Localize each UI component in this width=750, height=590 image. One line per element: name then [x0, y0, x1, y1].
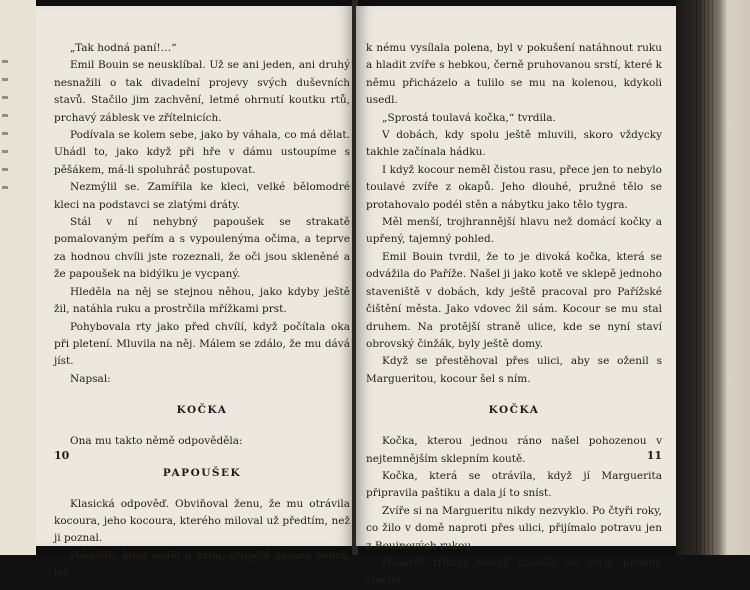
underlying-page-text-fragments — [2, 60, 8, 190]
paragraph: Když se přestěhoval přes ulici, aby se oženil s Margueritou, kocour šel s ním. — [366, 355, 662, 385]
paragraph: „Tak hodná paní!…“ — [70, 42, 177, 54]
section-heading: KOČKA — [176, 404, 228, 417]
paragraph: Měl menší, trojhrannější hlavu než domácí kočky a upřený, tajemný pohled. — [366, 216, 662, 246]
section-heading: PAPOUŠEK — [162, 466, 242, 479]
right-page — [356, 6, 676, 587]
paragraph: Kočka, kterou jednou ráno našel pohozenou v nejtemnějším sklepním koutě. — [366, 435, 662, 465]
paragraph: Zvíře si na Margueritu nikdy nezvyklo. Po čtyři roky, co žilo v domě naproti přes ulici, přijímalo potravu jen z Bouinových rukou. — [366, 504, 662, 552]
paragraph: Emil Bouin tvrdil, že to je divoká kočka, která se odvážila do Paříže. Našel ji jako kotě ve sklepě jednoho staveniště v dobách, kdy ještě pracoval pro Pařížské čištění města. Jako vdovec žil sám. Kocour se mu stal druhem. Na protější straně ulice, kde se nyní staví obrovský činžák, byly ještě domy. — [366, 250, 662, 350]
right-page-text — [366, 40, 662, 590]
paragraph: „Sprostá toulavá kočka,“ tvrdila. — [382, 111, 556, 124]
paragraph: Dvakrát třikrát denně chodilo za svým pánem, stačilo — [366, 556, 662, 587]
paragraph: Stál v ní nehybný papoušek se strakatě pomalovaným peřím a s vypoulenýma očima, a teprve za hodnou chvíli jste rozeznali, že oči jsou skleněné a že papoušek na bidýlku je vycpaný. — [54, 216, 350, 281]
underlying-page-edge — [0, 0, 36, 555]
left-page — [36, 6, 354, 580]
page-number: 11 — [646, 449, 662, 462]
paragraph: Klasická odpověď. Obviňoval ženu, že mu otrávila kocoura, jeho kocoura, kterého miloval už předtím, než ji poznal. — [54, 497, 350, 545]
left-page-text — [54, 40, 350, 583]
paragraph: V dobách, kdy spolu ještě mluvili, skoro vždycky takhle začínala hádku. — [366, 129, 662, 159]
paragraph: Pokaždé, když seděl u krbu, otupělý závany vedra, jež — [54, 549, 350, 580]
paragraph: k nému vysílala polena, byl v pokušení natáhnout ruku a hladit zvíře s hebkou, černě pruhovanou srstí, které k němu přicházelo a tulilo se mu na kolenou, kdykoli usedl. — [366, 42, 662, 107]
page-number: 10 — [54, 449, 70, 462]
section-heading: KOČKA — [488, 404, 540, 417]
paragraph: Emil Bouin se neusklíbal. Už se ani jeden, ani druhý nesnažili o tak divadelní projevy svých duševních stavů. Stačilo jim zachvění, letmé ohrnutí koutku rtů, prchavý záblesk ve zřítelnicích. — [54, 59, 350, 124]
paragraph: I když kocour neměl čistou rasu, přece jen to nebylo toulavé zvíře z okapů. Jeho dlouhé, pružné tělo se protahovalo podél stěn a nábytku jako tělo tygra. — [366, 163, 662, 211]
paragraph: Podívala se kolem sebe, jako by váhala, co má dělat. Uhádl to, jako když při hře v dámu ustoupíme s pěšákem, má-li spoluhráč postupovat. — [54, 129, 350, 176]
paragraph: Hleděla na něj se stejnou něhou, jako kdyby ještě žil, natáhla ruku a prostrčila mřížkami prst. — [54, 285, 350, 316]
paragraph: Pohybovala rty jako před chvílí, když počítala oka při pletení. Mluvila na něj. Málem se zdálo, že mu dává jíst. — [54, 320, 350, 368]
paragraph: Kočka, která se otrávila, když jí Marguerita připravila paštiku a dala jí to sníst. — [366, 469, 662, 500]
paragraph: Ona mu takto němě odpověděla: — [70, 435, 243, 448]
paragraph: Nezmýlil se. Zamířila ke kleci, velké bělomodré kleci na podstavci se zlatými dráty. — [54, 181, 350, 211]
paragraph: Napsal: — [70, 372, 111, 385]
page-stack-edge — [696, 0, 716, 555]
book-cover-edge — [676, 0, 750, 555]
